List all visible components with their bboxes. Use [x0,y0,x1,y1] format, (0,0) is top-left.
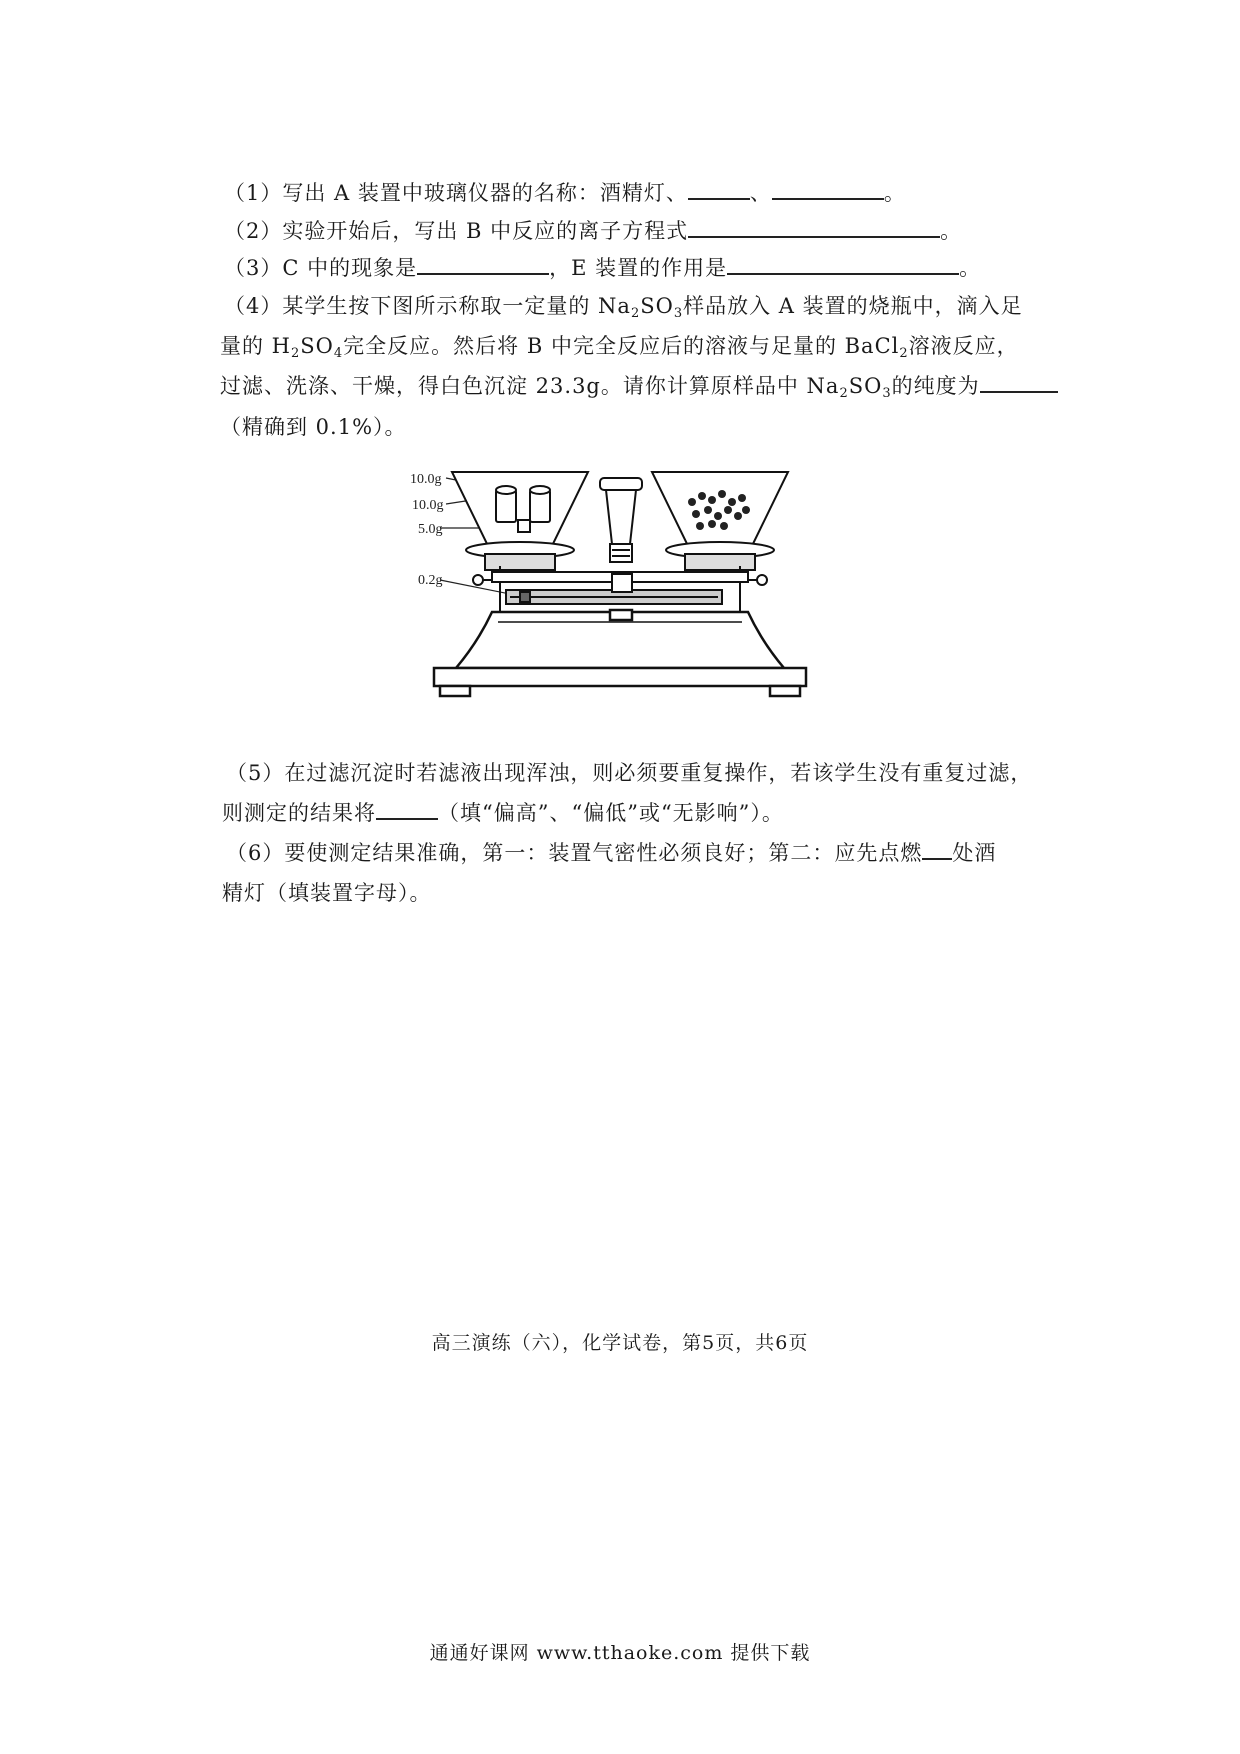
answer-blank [688,178,750,200]
balance-base [434,610,806,696]
question-4-line-3 [220,371,1240,401]
question-4-line-1 [224,291,1240,321]
question-6-line-1 [226,838,1240,868]
question-5-text: （填“偏高”、“偏低”或“无影响”）。 [438,801,784,825]
answer-blank [688,216,940,238]
question-4-text: （精确到 0.1%）。 [220,415,407,439]
question-6-line-2 [222,878,1240,908]
pointer-column [600,478,642,562]
subscript: 4 [333,346,344,361]
question-3-end: 。 [959,256,982,280]
subscript: 3 [673,306,684,321]
question-4-text: 过滤、洗涤、干燥，得白色沉淀 23.3g。请你计算原样品中 Na [220,374,840,398]
answer-blank [727,253,959,275]
question-5-text: 则测定的结果将 [222,801,376,825]
answer-blank [376,798,438,820]
balance-scale-figure [400,462,840,710]
question-4-text: 量的 H [220,334,291,358]
subscript: 2 [630,306,641,321]
weight-label: 0.2g [418,573,443,588]
question-3 [224,253,1240,283]
answer-blank [772,178,884,200]
question-1-separator: 、 [749,181,772,205]
subscript: 2 [839,386,849,401]
answer-blank [980,371,1058,393]
question-4-text: 溶液反应， [908,334,1019,358]
answer-blank [922,838,952,860]
question-3-mid: ，E 装置的作用是 [549,256,728,280]
subscript: 2 [899,346,909,361]
question-4-text: SO [848,374,883,398]
subscript: 3 [882,386,892,401]
question-4-line-4 [220,412,1240,442]
question-1 [224,178,1240,208]
question-4-text: SO [300,334,334,358]
question-3-text: （3）C 中的现象是 [224,256,418,280]
question-4-text: 的纯度为 [891,374,980,398]
question-5-line-2 [222,798,1240,828]
weight-label: 10.0g [412,498,444,513]
question-6-text: 处酒 [952,841,997,865]
question-2 [224,216,1240,246]
right-pan [652,472,788,570]
question-4-line-2 [220,331,1240,361]
question-2-text: （2）实验开始后，写出 B 中反应的离子方程式 [224,219,689,243]
answer-blank [417,253,549,275]
balance-beam [473,566,767,612]
question-1-end: 。 [883,181,906,205]
site-credit: 通通好课网 www.tthaoke.com 提供下载 [429,1642,811,1664]
page-info: 高三演练（六），化学试卷，第5页，共6页 [431,1332,809,1354]
question-5-text: （5）在过滤沉淀时若滤液出现浑浊，则必须要重复操作，若该学生没有重复过滤， [226,761,1033,785]
question-6-text: （6）要使测定结果准确，第一：装置气密性必须良好；第二：应先点燃 [226,841,923,865]
weight-label: 5.0g [418,522,443,537]
question-4-text: SO [640,294,674,318]
question-6-text: 精灯（填装置字母）。 [222,881,432,905]
rider [520,592,530,602]
question-4-text: 完全反应。然后将 B 中完全反应后的溶液与足量的 BaCl [343,334,900,358]
question-1-text: （1）写出 A 装置中玻璃仪器的名称：酒精灯、 [224,181,688,205]
question-5-line-1 [226,758,1240,788]
subscript: 2 [291,346,301,361]
weight-label: 10.0g [410,472,442,487]
question-4-text: （4）某学生按下图所示称取一定量的 Na [224,294,631,318]
question-4-text: 样品放入 A 装置的烧瓶中，滴入足 [683,294,1023,318]
question-2-end: 。 [940,219,963,243]
